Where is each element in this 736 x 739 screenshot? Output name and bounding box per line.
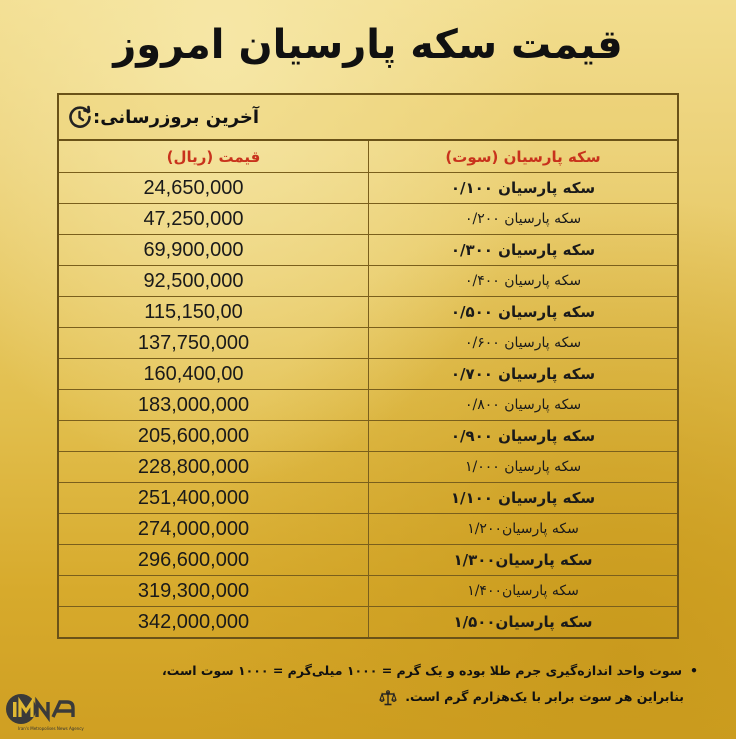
imna-logo-mark	[4, 692, 100, 728]
table-row	[59, 576, 677, 607]
price-cell: 274,000,000	[59, 514, 369, 544]
table-row	[59, 266, 677, 297]
coin-name-cell: سکه پارسیان ۰/۳۰۰	[450, 241, 596, 259]
price-cell: 228,800,000	[59, 452, 369, 482]
coin-name-cell: سکه پارسیان ۰/۹۰۰	[450, 427, 596, 445]
coin-name-cell: سکه پارسیان ۰/۱۰۰	[450, 179, 596, 197]
page-title: قیمت سکه پارسیان امروز	[113, 22, 623, 68]
coin-name-cell: سکه پارسیان ۰/۲۰۰	[464, 211, 582, 227]
table-row	[59, 359, 677, 390]
price-cell: 205,600,000	[59, 421, 369, 451]
price-column-header: قیمت (ریال)	[59, 141, 369, 172]
logo-tagline: Iran's Metropolises News Agency	[18, 726, 84, 731]
table-row	[59, 390, 677, 421]
name-column-header: سکه پارسیان (سوت)	[445, 147, 601, 166]
table-row	[59, 483, 677, 514]
coin-name-cell: سکه پارسیان ۰/۴۰۰	[464, 273, 582, 289]
coin-name-cell: سکه پارسیان۱/۲۰۰	[467, 521, 579, 537]
price-cell: 115,150,00	[59, 297, 369, 327]
footnote-line-2	[138, 684, 698, 710]
table-row	[59, 607, 677, 637]
coin-name-cell: سکه پارسیان۱/۴۰۰	[467, 583, 579, 599]
bullet-icon: •	[690, 663, 698, 678]
coin-name-cell: سکه پارسیان ۰/۸۰۰	[464, 397, 582, 413]
price-cell: 319,300,000	[59, 576, 369, 606]
coin-name-cell: سکه پارسیان ۱/۱۰۰	[450, 489, 596, 507]
coin-name-cell: سکه پارسیان ۱/۰۰۰	[464, 459, 582, 475]
table-row	[59, 421, 677, 452]
imna-logo	[4, 692, 100, 736]
price-table	[57, 93, 679, 639]
last-update-row	[59, 95, 677, 141]
price-cell: 183,000,000	[59, 390, 369, 420]
coin-name-cell: سکه پارسیان۱/۵۰۰	[453, 613, 593, 631]
footnote-text-1: سوت واحد اندازه‌گیری جرم طلا بوده و یک گرم = ۱۰۰۰ میلی‌گرم = ۱۰۰۰ سوت است،	[162, 663, 682, 678]
footnote-line-1	[138, 658, 698, 684]
price-cell: 160,400,00	[59, 359, 369, 389]
price-cell: 251,400,000	[59, 483, 369, 513]
footnote-text-2: بنابراین هر سوت برابر با یک‌هزارم گرم است.	[405, 689, 684, 704]
table-row	[59, 204, 677, 235]
table-header-row	[59, 141, 677, 173]
price-cell: 24,650,000	[59, 173, 369, 203]
footnote	[138, 658, 698, 710]
table-row	[59, 235, 677, 266]
clock-refresh-icon	[67, 104, 93, 130]
price-cell: 69,900,000	[59, 235, 369, 265]
price-cell: 137,750,000	[59, 328, 369, 358]
table-row	[59, 297, 677, 328]
table-row	[59, 514, 677, 545]
table-row	[59, 328, 677, 359]
table-row	[59, 452, 677, 483]
scale-icon	[379, 690, 397, 706]
price-cell: 47,250,000	[59, 204, 369, 234]
coin-name-cell: سکه پارسیان ۰/۶۰۰	[464, 335, 582, 351]
table-row	[59, 545, 677, 576]
price-cell: 342,000,000	[59, 607, 369, 637]
coin-name-cell: سکه پارسیان ۰/۵۰۰	[450, 303, 596, 321]
last-update-label: آخرین بروزرسانی:	[93, 106, 260, 128]
table-row	[59, 173, 677, 204]
coin-name-cell: سکه پارسیان ۰/۷۰۰	[450, 365, 596, 383]
price-cell: 296,600,000	[59, 545, 369, 575]
coin-name-cell: سکه پارسیان۱/۳۰۰	[453, 551, 593, 569]
price-cell: 92,500,000	[59, 266, 369, 296]
